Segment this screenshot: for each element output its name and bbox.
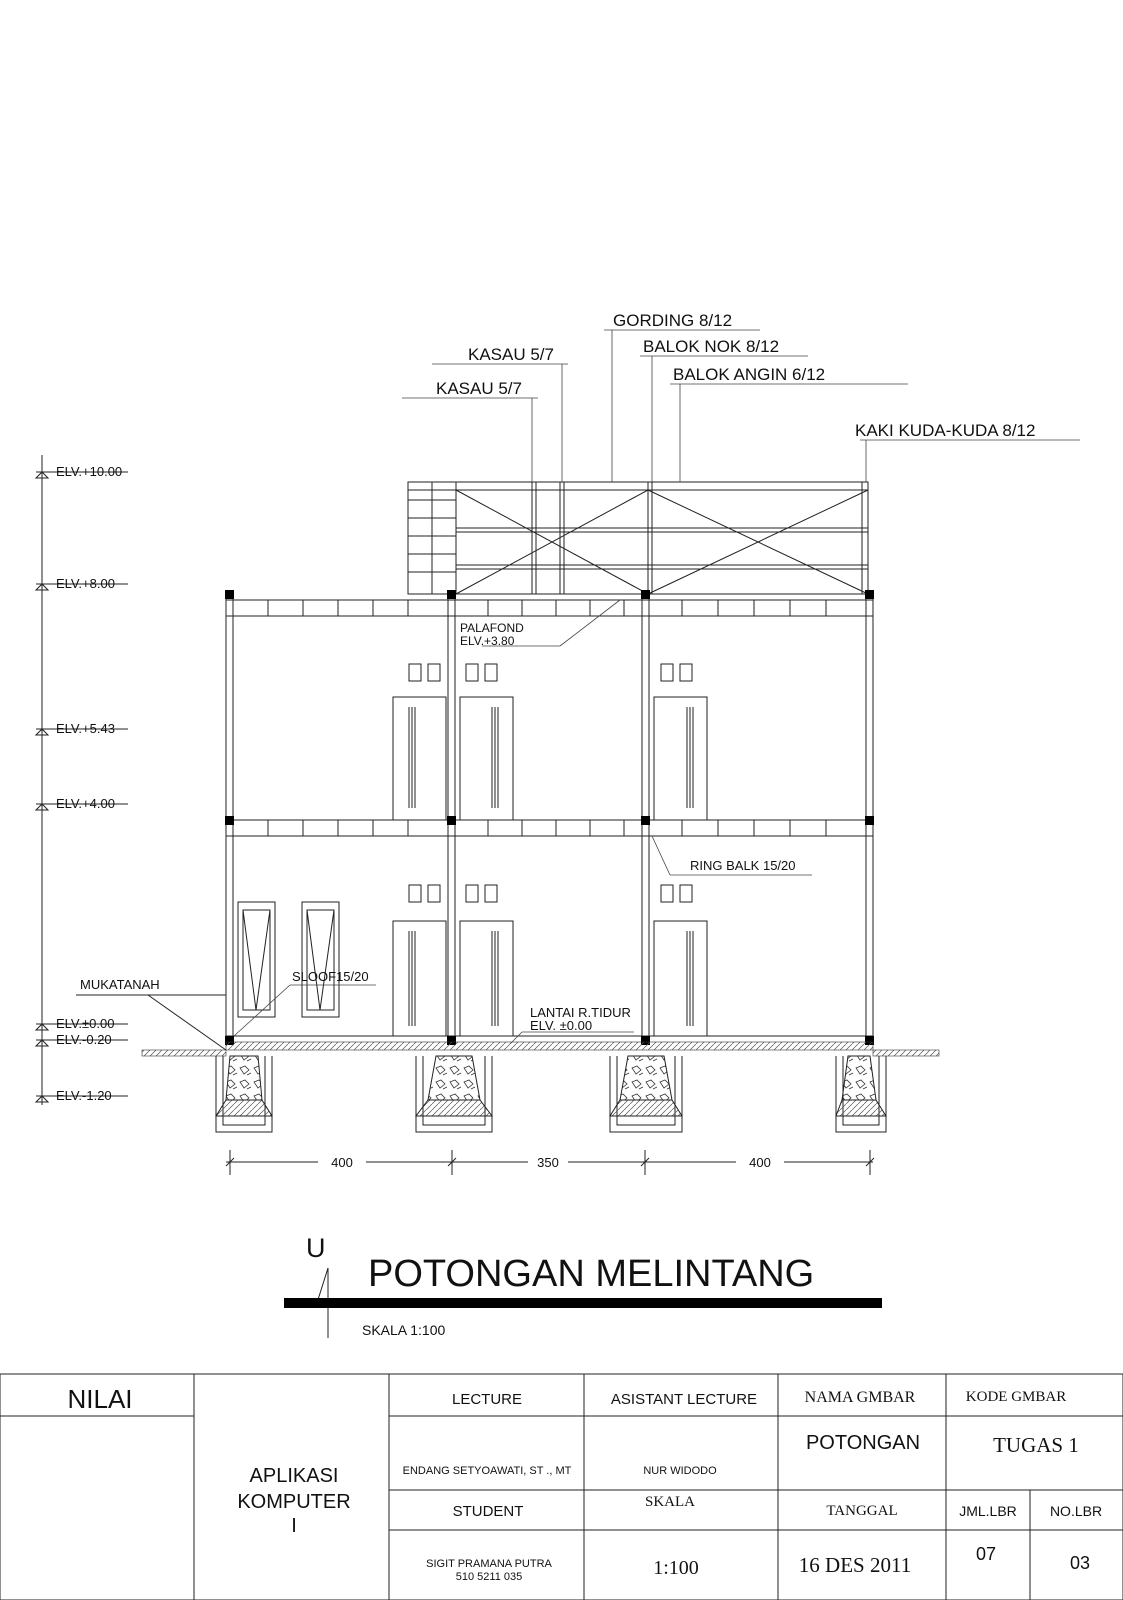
kasau-lower-label: KASAU 5/7: [436, 379, 522, 398]
dimension-line: [226, 1150, 874, 1175]
elv-label: ELV.+8.00: [56, 576, 115, 591]
roof-ladder: [408, 482, 456, 594]
lantai-elv-label: ELV. ±0.00: [530, 1018, 593, 1033]
jml-value: 07: [975, 1544, 997, 1564]
asistant-header: ASISTANT LECTURE: [610, 1391, 758, 1408]
kasau-upper-label: KASAU 5/7: [468, 345, 554, 364]
student-name: SIGIT PRAMANA PUTRA: [426, 1558, 552, 1570]
student-id: 510 5211 035: [455, 1571, 523, 1583]
ring-balk-label: RING BALK 15/20: [690, 858, 796, 873]
lantai-label: LANTAI R.TIDUR: [530, 1005, 631, 1020]
truss-right: [648, 490, 868, 594]
roof-structure: [408, 482, 868, 594]
ceiling-joists: [268, 600, 826, 836]
truss-left: [456, 490, 648, 594]
callout-labels: [292, 311, 1035, 1033]
dim-value: 350: [537, 1155, 559, 1170]
main-title: POTONGAN MELINTANG: [368, 1253, 815, 1295]
skala-value: 1:100: [653, 1557, 699, 1579]
palafond-elv-label: ELV.+3.80: [460, 634, 515, 648]
elevation-scale: [36, 455, 226, 1105]
kode-value: TUGAS 1: [993, 1433, 1079, 1457]
no-value: 03: [1069, 1553, 1091, 1573]
gording-label: GORDING 8/12: [613, 311, 733, 330]
nama-header: NAMA GMBAR: [804, 1389, 916, 1406]
dim-value: 400: [749, 1155, 771, 1170]
ground-foundations: [142, 1042, 939, 1132]
palafond-label: PALAFOND: [460, 621, 524, 635]
course-line: I: [291, 1515, 297, 1537]
mukatanah-label: MUKATANAH: [80, 977, 160, 992]
elv-label: ELV.+5.43: [56, 721, 115, 736]
lecture-header: LECTURE: [451, 1391, 523, 1408]
nama-value: POTONGAN: [805, 1432, 921, 1454]
elv-label: ELV.±0.00: [56, 1016, 115, 1031]
no-header: NO.LBR: [1049, 1503, 1103, 1519]
course-line: APLIKASI: [249, 1465, 339, 1487]
dim-value: 400: [331, 1155, 353, 1170]
scale-caption: SKALA 1:100: [362, 1322, 446, 1338]
elv-label: ELV.+4.00: [56, 796, 115, 811]
tanggal-header: TANGGAL: [826, 1503, 898, 1519]
north-letter: U: [306, 1233, 326, 1263]
lecture-name: ENDANG SETYOAWATI, ST ., MT: [402, 1465, 572, 1477]
title-block: [0, 1374, 1123, 1600]
kaki-kuda-label: KAKI KUDA-KUDA 8/12: [855, 421, 1036, 440]
student-header: STUDENT: [452, 1503, 524, 1520]
sloof-label: SLOOF15/20: [292, 969, 369, 984]
kode-header: KODE GMBAR: [965, 1389, 1067, 1405]
balok-nok-label: BALOK NOK 8/12: [643, 337, 780, 356]
elv-label: ELV.-0.20: [56, 1032, 112, 1047]
drawing-title: [284, 1233, 882, 1338]
course-line: KOMPUTER: [237, 1491, 351, 1513]
elv-label: ELV.-1.20: [56, 1088, 112, 1103]
balok-angin-label: BALOK ANGIN 6/12: [673, 365, 826, 384]
tanggal-value: 16 DES 2011: [798, 1553, 912, 1577]
elv-label: ELV.+10.00: [56, 464, 123, 479]
skala-header: SKALA: [644, 1494, 696, 1510]
asistant-name: NUR WIDODO: [643, 1465, 717, 1477]
nilai-label: NILAI: [67, 1384, 133, 1414]
jml-header: JML.LBR: [959, 1503, 1017, 1519]
